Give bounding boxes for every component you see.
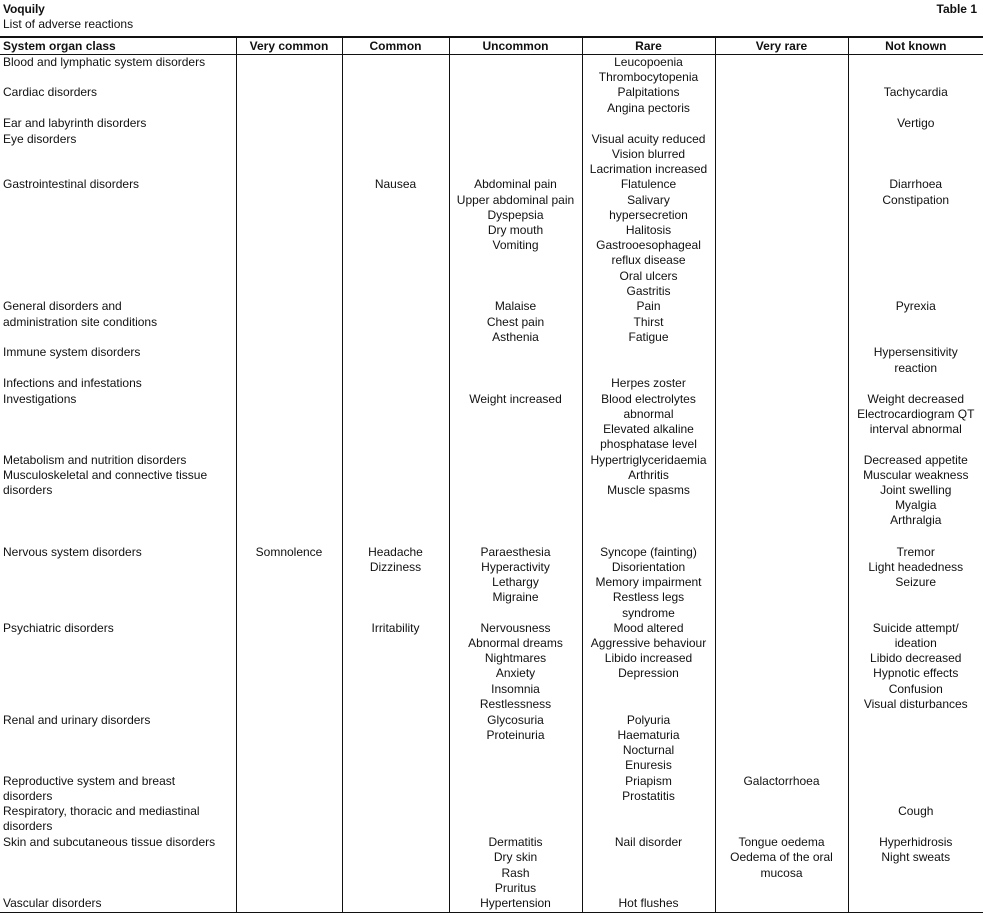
reaction-text: Gastrooesophageal bbox=[583, 238, 715, 253]
reaction-text: Glycosuria bbox=[450, 713, 582, 728]
system-organ-class-cell bbox=[0, 376, 236, 391]
system-organ-class-text: Cardiac disorders bbox=[3, 85, 236, 100]
reaction-text: Restless legs bbox=[583, 590, 715, 605]
reaction-text: Libido decreased bbox=[849, 651, 983, 666]
system-organ-class-text: Ear and labyrinth disorders bbox=[3, 116, 236, 131]
rare-cell bbox=[582, 299, 715, 345]
system-organ-class-text: disorders bbox=[3, 819, 236, 834]
uncommon-cell bbox=[449, 116, 582, 132]
very-common-cell bbox=[236, 177, 342, 299]
reaction-text: Weight decreased bbox=[849, 392, 983, 407]
uncommon-cell bbox=[449, 896, 582, 912]
not-known-cell bbox=[848, 345, 983, 376]
reaction-text: Diarrhoea bbox=[849, 177, 983, 192]
very-common-cell bbox=[236, 621, 342, 713]
adverse-reactions-table bbox=[0, 36, 983, 913]
reaction-text: Abdominal pain bbox=[450, 177, 582, 192]
reaction-text: Dry skin bbox=[450, 850, 582, 865]
rare-cell bbox=[582, 453, 715, 468]
very-common-cell bbox=[236, 376, 342, 391]
system-organ-class-cell bbox=[0, 545, 236, 621]
reaction-text: Dyspepsia bbox=[450, 208, 582, 223]
reaction-text: Decreased appetite bbox=[849, 453, 983, 468]
reaction-text: Upper abdominal pain bbox=[450, 193, 582, 208]
table-row bbox=[0, 376, 983, 391]
common-cell bbox=[342, 713, 449, 774]
reaction-text: Pain bbox=[583, 299, 715, 314]
uncommon-cell bbox=[449, 774, 582, 804]
reaction-text: Hypertriglyceridaemia bbox=[583, 453, 715, 468]
rare-cell bbox=[582, 392, 715, 453]
uncommon-cell bbox=[449, 132, 582, 178]
reaction-text: Prostatitis bbox=[583, 789, 715, 804]
not-known-cell bbox=[848, 376, 983, 391]
reaction-text: Electrocardiogram QT bbox=[849, 407, 983, 422]
reaction-text: Memory impairment bbox=[583, 575, 715, 590]
system-organ-class-text: General disorders and bbox=[3, 299, 236, 314]
uncommon-cell bbox=[449, 804, 582, 835]
system-organ-class-text: Reproductive system and breast bbox=[3, 774, 236, 789]
column-header-not-known: Not known bbox=[848, 37, 983, 55]
reaction-text: Malaise bbox=[450, 299, 582, 314]
reaction-text: Arthritis bbox=[583, 468, 715, 483]
common-cell bbox=[342, 896, 449, 912]
reaction-text: Palpitations bbox=[583, 85, 715, 100]
very-common-cell bbox=[236, 774, 342, 804]
table-row bbox=[0, 132, 983, 178]
very-rare-cell bbox=[715, 545, 848, 621]
system-organ-class-cell bbox=[0, 177, 236, 299]
reaction-text: Rash bbox=[450, 866, 582, 881]
not-known-cell bbox=[848, 177, 983, 299]
reaction-text: Nightmares bbox=[450, 651, 582, 666]
system-organ-class-cell bbox=[0, 468, 236, 545]
reaction-text: Paraesthesia bbox=[450, 545, 582, 560]
reaction-text: syndrome bbox=[583, 606, 715, 621]
table-row bbox=[0, 345, 983, 376]
system-organ-class-text: Nervous system disorders bbox=[3, 545, 236, 560]
reaction-text: Nail disorder bbox=[583, 835, 715, 850]
not-known-cell bbox=[848, 545, 983, 621]
reaction-text: Night sweats bbox=[849, 850, 983, 865]
uncommon-cell bbox=[449, 55, 582, 86]
not-known-cell bbox=[848, 132, 983, 178]
rare-cell bbox=[582, 713, 715, 774]
reaction-text: Herpes zoster bbox=[583, 376, 715, 391]
system-organ-class-text: Musculoskeletal and connective tissue bbox=[3, 468, 236, 483]
reaction-text: Migraine bbox=[450, 590, 582, 605]
rare-cell bbox=[582, 116, 715, 132]
reaction-text: abnormal bbox=[583, 407, 715, 422]
system-organ-class-text: Gastrointestinal disorders bbox=[3, 177, 236, 192]
very-rare-cell bbox=[715, 376, 848, 391]
system-organ-class-text: Respiratory, thoracic and mediastinal bbox=[3, 804, 236, 819]
very-common-cell bbox=[236, 804, 342, 835]
reaction-text: Somnolence bbox=[237, 545, 342, 560]
reaction-text: Dizziness bbox=[343, 560, 449, 575]
reaction-text: Blood electrolytes bbox=[583, 392, 715, 407]
reaction-text: Angina pectoris bbox=[583, 101, 715, 116]
system-organ-class-cell bbox=[0, 774, 236, 804]
reaction-text: Anxiety bbox=[450, 666, 582, 681]
reaction-text: Thirst bbox=[583, 315, 715, 330]
reaction-text: Visual disturbances bbox=[849, 697, 983, 712]
reaction-text: reflux disease bbox=[583, 253, 715, 268]
reaction-text: Proteinuria bbox=[450, 728, 582, 743]
uncommon-cell bbox=[449, 468, 582, 545]
rare-cell bbox=[582, 621, 715, 713]
very-common-cell bbox=[236, 55, 342, 86]
very-rare-cell bbox=[715, 299, 848, 345]
very-rare-cell bbox=[715, 116, 848, 132]
reaction-text: Seizure bbox=[849, 575, 983, 590]
system-organ-class-text: Immune system disorders bbox=[3, 345, 236, 360]
uncommon-cell bbox=[449, 392, 582, 453]
very-rare-cell bbox=[715, 713, 848, 774]
system-organ-class-cell bbox=[0, 896, 236, 912]
common-cell bbox=[342, 177, 449, 299]
very-common-cell bbox=[236, 392, 342, 453]
very-rare-cell bbox=[715, 468, 848, 545]
uncommon-cell bbox=[449, 177, 582, 299]
rare-cell bbox=[582, 345, 715, 376]
not-known-cell bbox=[848, 774, 983, 804]
system-organ-class-text: disorders bbox=[3, 789, 236, 804]
table-row bbox=[0, 177, 983, 299]
reaction-text: Depression bbox=[583, 666, 715, 681]
table-body bbox=[0, 55, 983, 913]
reaction-text: Weight increased bbox=[450, 392, 582, 407]
reaction-text: phosphatase level bbox=[583, 437, 715, 452]
reaction-text: Enuresis bbox=[583, 758, 715, 773]
reaction-text: Light headedness bbox=[849, 560, 983, 575]
reaction-text: Abnormal dreams bbox=[450, 636, 582, 651]
table-row bbox=[0, 545, 983, 621]
reaction-text: Confusion bbox=[849, 682, 983, 697]
system-organ-class-cell bbox=[0, 453, 236, 468]
reaction-text: Haematuria bbox=[583, 728, 715, 743]
rare-cell bbox=[582, 835, 715, 896]
reaction-text: Hypertension bbox=[450, 896, 582, 911]
rare-cell bbox=[582, 177, 715, 299]
reaction-text: Oedema of the oral bbox=[716, 850, 848, 865]
very-common-cell bbox=[236, 345, 342, 376]
reaction-text: Pyrexia bbox=[849, 299, 983, 314]
system-organ-class-cell bbox=[0, 299, 236, 345]
reaction-text: Priapism bbox=[583, 774, 715, 789]
reaction-text: Polyuria bbox=[583, 713, 715, 728]
common-cell bbox=[342, 55, 449, 86]
reaction-text: Hyperhidrosis bbox=[849, 835, 983, 850]
reaction-text: hypersecretion bbox=[583, 208, 715, 223]
uncommon-cell bbox=[449, 713, 582, 774]
system-organ-class-cell bbox=[0, 713, 236, 774]
very-rare-cell bbox=[715, 392, 848, 453]
reaction-text: Insomnia bbox=[450, 682, 582, 697]
not-known-cell bbox=[848, 55, 983, 86]
common-cell bbox=[342, 621, 449, 713]
not-known-cell bbox=[848, 299, 983, 345]
rare-cell bbox=[582, 55, 715, 86]
reaction-text: Dry mouth bbox=[450, 223, 582, 238]
reaction-text: Restlessness bbox=[450, 697, 582, 712]
not-known-cell bbox=[848, 392, 983, 453]
very-rare-cell bbox=[715, 835, 848, 896]
system-organ-class-cell bbox=[0, 835, 236, 896]
very-rare-cell bbox=[715, 774, 848, 804]
reaction-text: Salivary bbox=[583, 193, 715, 208]
uncommon-cell bbox=[449, 453, 582, 468]
system-organ-class-cell bbox=[0, 392, 236, 453]
reaction-text: Muscle spasms bbox=[583, 483, 715, 498]
reaction-text: Myalgia bbox=[849, 498, 983, 513]
document-subtitle: List of adverse reactions bbox=[3, 17, 133, 31]
reaction-text: Dermatitis bbox=[450, 835, 582, 850]
common-cell bbox=[342, 804, 449, 835]
reaction-text: Nausea bbox=[343, 177, 449, 192]
common-cell bbox=[342, 132, 449, 178]
rare-cell bbox=[582, 132, 715, 178]
common-cell bbox=[342, 468, 449, 545]
very-rare-cell bbox=[715, 453, 848, 468]
column-header-common: Common bbox=[342, 37, 449, 55]
reaction-text: Chest pain bbox=[450, 315, 582, 330]
reaction-text: Galactorrhoea bbox=[716, 774, 848, 789]
reaction-text: Vertigo bbox=[849, 116, 983, 131]
reaction-text: Tachycardia bbox=[849, 85, 983, 100]
reaction-text: Vomiting bbox=[450, 238, 582, 253]
common-cell bbox=[342, 345, 449, 376]
table-row bbox=[0, 774, 983, 804]
very-rare-cell bbox=[715, 896, 848, 912]
uncommon-cell bbox=[449, 621, 582, 713]
system-organ-class-text: Vascular disorders bbox=[3, 896, 236, 911]
reaction-text: Arthralgia bbox=[849, 513, 983, 528]
system-organ-class-cell bbox=[0, 132, 236, 178]
common-cell bbox=[342, 376, 449, 391]
table-row bbox=[0, 55, 983, 86]
system-organ-class-cell bbox=[0, 116, 236, 132]
table-row bbox=[0, 896, 983, 912]
table-row bbox=[0, 621, 983, 713]
reaction-text: Suicide attempt/ bbox=[849, 621, 983, 636]
reaction-text: Elevated alkaline bbox=[583, 422, 715, 437]
table-row bbox=[0, 85, 983, 115]
reaction-text: Lethargy bbox=[450, 575, 582, 590]
rare-cell bbox=[582, 804, 715, 835]
reaction-text: Cough bbox=[849, 804, 983, 819]
system-organ-class-cell bbox=[0, 345, 236, 376]
column-header-uncommon: Uncommon bbox=[449, 37, 582, 55]
not-known-cell bbox=[848, 713, 983, 774]
common-cell bbox=[342, 392, 449, 453]
reaction-text: Mood altered bbox=[583, 621, 715, 636]
table-row bbox=[0, 453, 983, 468]
not-known-cell bbox=[848, 116, 983, 132]
reaction-text: Tongue oedema bbox=[716, 835, 848, 850]
very-common-cell bbox=[236, 545, 342, 621]
rare-cell bbox=[582, 85, 715, 115]
uncommon-cell bbox=[449, 85, 582, 115]
reaction-text: Visual acuity reduced bbox=[583, 132, 715, 147]
table-row bbox=[0, 835, 983, 896]
system-organ-class-text: Blood and lymphatic system disorders bbox=[3, 55, 236, 70]
common-cell bbox=[342, 774, 449, 804]
common-cell bbox=[342, 835, 449, 896]
system-organ-class-text: Renal and urinary disorders bbox=[3, 713, 236, 728]
system-organ-class-text: Investigations bbox=[3, 392, 236, 407]
reaction-text: ideation bbox=[849, 636, 983, 651]
reaction-text: Nocturnal bbox=[583, 743, 715, 758]
reaction-text: Gastritis bbox=[583, 284, 715, 299]
system-organ-class-text: administration site conditions bbox=[3, 315, 236, 330]
system-organ-class-cell bbox=[0, 621, 236, 713]
document-header bbox=[0, 0, 983, 36]
reaction-text: mucosa bbox=[716, 866, 848, 881]
table-row bbox=[0, 392, 983, 453]
rare-cell bbox=[582, 376, 715, 391]
reaction-text: Hyperactivity bbox=[450, 560, 582, 575]
uncommon-cell bbox=[449, 835, 582, 896]
reaction-text: Thrombocytopenia bbox=[583, 70, 715, 85]
very-rare-cell bbox=[715, 804, 848, 835]
very-common-cell bbox=[236, 299, 342, 345]
system-organ-class-text: Skin and subcutaneous tissue disorders bbox=[3, 835, 236, 850]
reaction-text: Aggressive behaviour bbox=[583, 636, 715, 651]
very-common-cell bbox=[236, 132, 342, 178]
very-rare-cell bbox=[715, 85, 848, 115]
common-cell bbox=[342, 299, 449, 345]
reaction-text: Muscular weakness bbox=[849, 468, 983, 483]
rare-cell bbox=[582, 545, 715, 621]
reaction-text: Tremor bbox=[849, 545, 983, 560]
reaction-text: Fatigue bbox=[583, 330, 715, 345]
common-cell bbox=[342, 545, 449, 621]
column-header-very-common: Very common bbox=[236, 37, 342, 55]
reaction-text: Lacrimation increased bbox=[583, 162, 715, 177]
table-row bbox=[0, 713, 983, 774]
uncommon-cell bbox=[449, 376, 582, 391]
rare-cell bbox=[582, 468, 715, 545]
reaction-text: Vision blurred bbox=[583, 147, 715, 162]
very-rare-cell bbox=[715, 345, 848, 376]
reaction-text: Irritability bbox=[343, 621, 449, 636]
system-organ-class-text: Infections and infestations bbox=[3, 376, 236, 391]
not-known-cell bbox=[848, 835, 983, 896]
not-known-cell bbox=[848, 621, 983, 713]
system-organ-class-text: Eye disorders bbox=[3, 132, 236, 147]
reaction-text: reaction bbox=[849, 361, 983, 376]
very-rare-cell bbox=[715, 621, 848, 713]
not-known-cell bbox=[848, 468, 983, 545]
column-header-system-organ-class: System organ class bbox=[0, 37, 236, 55]
column-header-very-rare: Very rare bbox=[715, 37, 848, 55]
reaction-text: Oral ulcers bbox=[583, 269, 715, 284]
document-title: Voquily bbox=[3, 2, 45, 16]
table-header-row bbox=[0, 37, 983, 55]
very-common-cell bbox=[236, 116, 342, 132]
reaction-text: Halitosis bbox=[583, 223, 715, 238]
reaction-text: Constipation bbox=[849, 193, 983, 208]
table-label: Table 1 bbox=[937, 2, 977, 16]
system-organ-class-text: Psychiatric disorders bbox=[3, 621, 236, 636]
very-common-cell bbox=[236, 453, 342, 468]
not-known-cell bbox=[848, 896, 983, 912]
reaction-text: Leucopoenia bbox=[583, 55, 715, 70]
table-row bbox=[0, 804, 983, 835]
reaction-text: Hypnotic effects bbox=[849, 666, 983, 681]
reaction-text: Headache bbox=[343, 545, 449, 560]
reaction-text: Libido increased bbox=[583, 651, 715, 666]
very-common-cell bbox=[236, 835, 342, 896]
common-cell bbox=[342, 453, 449, 468]
reaction-text: Nervousness bbox=[450, 621, 582, 636]
rare-cell bbox=[582, 896, 715, 912]
reaction-text: Pruritus bbox=[450, 881, 582, 896]
very-common-cell bbox=[236, 713, 342, 774]
very-common-cell bbox=[236, 85, 342, 115]
common-cell bbox=[342, 85, 449, 115]
reaction-text: interval abnormal bbox=[849, 422, 983, 437]
reaction-text: Disorientation bbox=[583, 560, 715, 575]
uncommon-cell bbox=[449, 545, 582, 621]
reaction-text: Joint swelling bbox=[849, 483, 983, 498]
reaction-text: Syncope (fainting) bbox=[583, 545, 715, 560]
reaction-text: Asthenia bbox=[450, 330, 582, 345]
very-rare-cell bbox=[715, 132, 848, 178]
not-known-cell bbox=[848, 453, 983, 468]
very-rare-cell bbox=[715, 177, 848, 299]
column-header-rare: Rare bbox=[582, 37, 715, 55]
reaction-text: Hypersensitivity bbox=[849, 345, 983, 360]
system-organ-class-cell bbox=[0, 804, 236, 835]
uncommon-cell bbox=[449, 345, 582, 376]
very-rare-cell bbox=[715, 55, 848, 86]
table-row bbox=[0, 116, 983, 132]
uncommon-cell bbox=[449, 299, 582, 345]
reaction-text: Flatulence bbox=[583, 177, 715, 192]
not-known-cell bbox=[848, 85, 983, 115]
very-common-cell bbox=[236, 896, 342, 912]
system-organ-class-text: disorders bbox=[3, 483, 236, 498]
table-row bbox=[0, 468, 983, 545]
system-organ-class-text: Metabolism and nutrition disorders bbox=[3, 453, 236, 468]
reaction-text: Hot flushes bbox=[583, 896, 715, 911]
very-common-cell bbox=[236, 468, 342, 545]
system-organ-class-cell bbox=[0, 85, 236, 115]
common-cell bbox=[342, 116, 449, 132]
table-row bbox=[0, 299, 983, 345]
system-organ-class-cell bbox=[0, 55, 236, 86]
not-known-cell bbox=[848, 804, 983, 835]
rare-cell bbox=[582, 774, 715, 804]
